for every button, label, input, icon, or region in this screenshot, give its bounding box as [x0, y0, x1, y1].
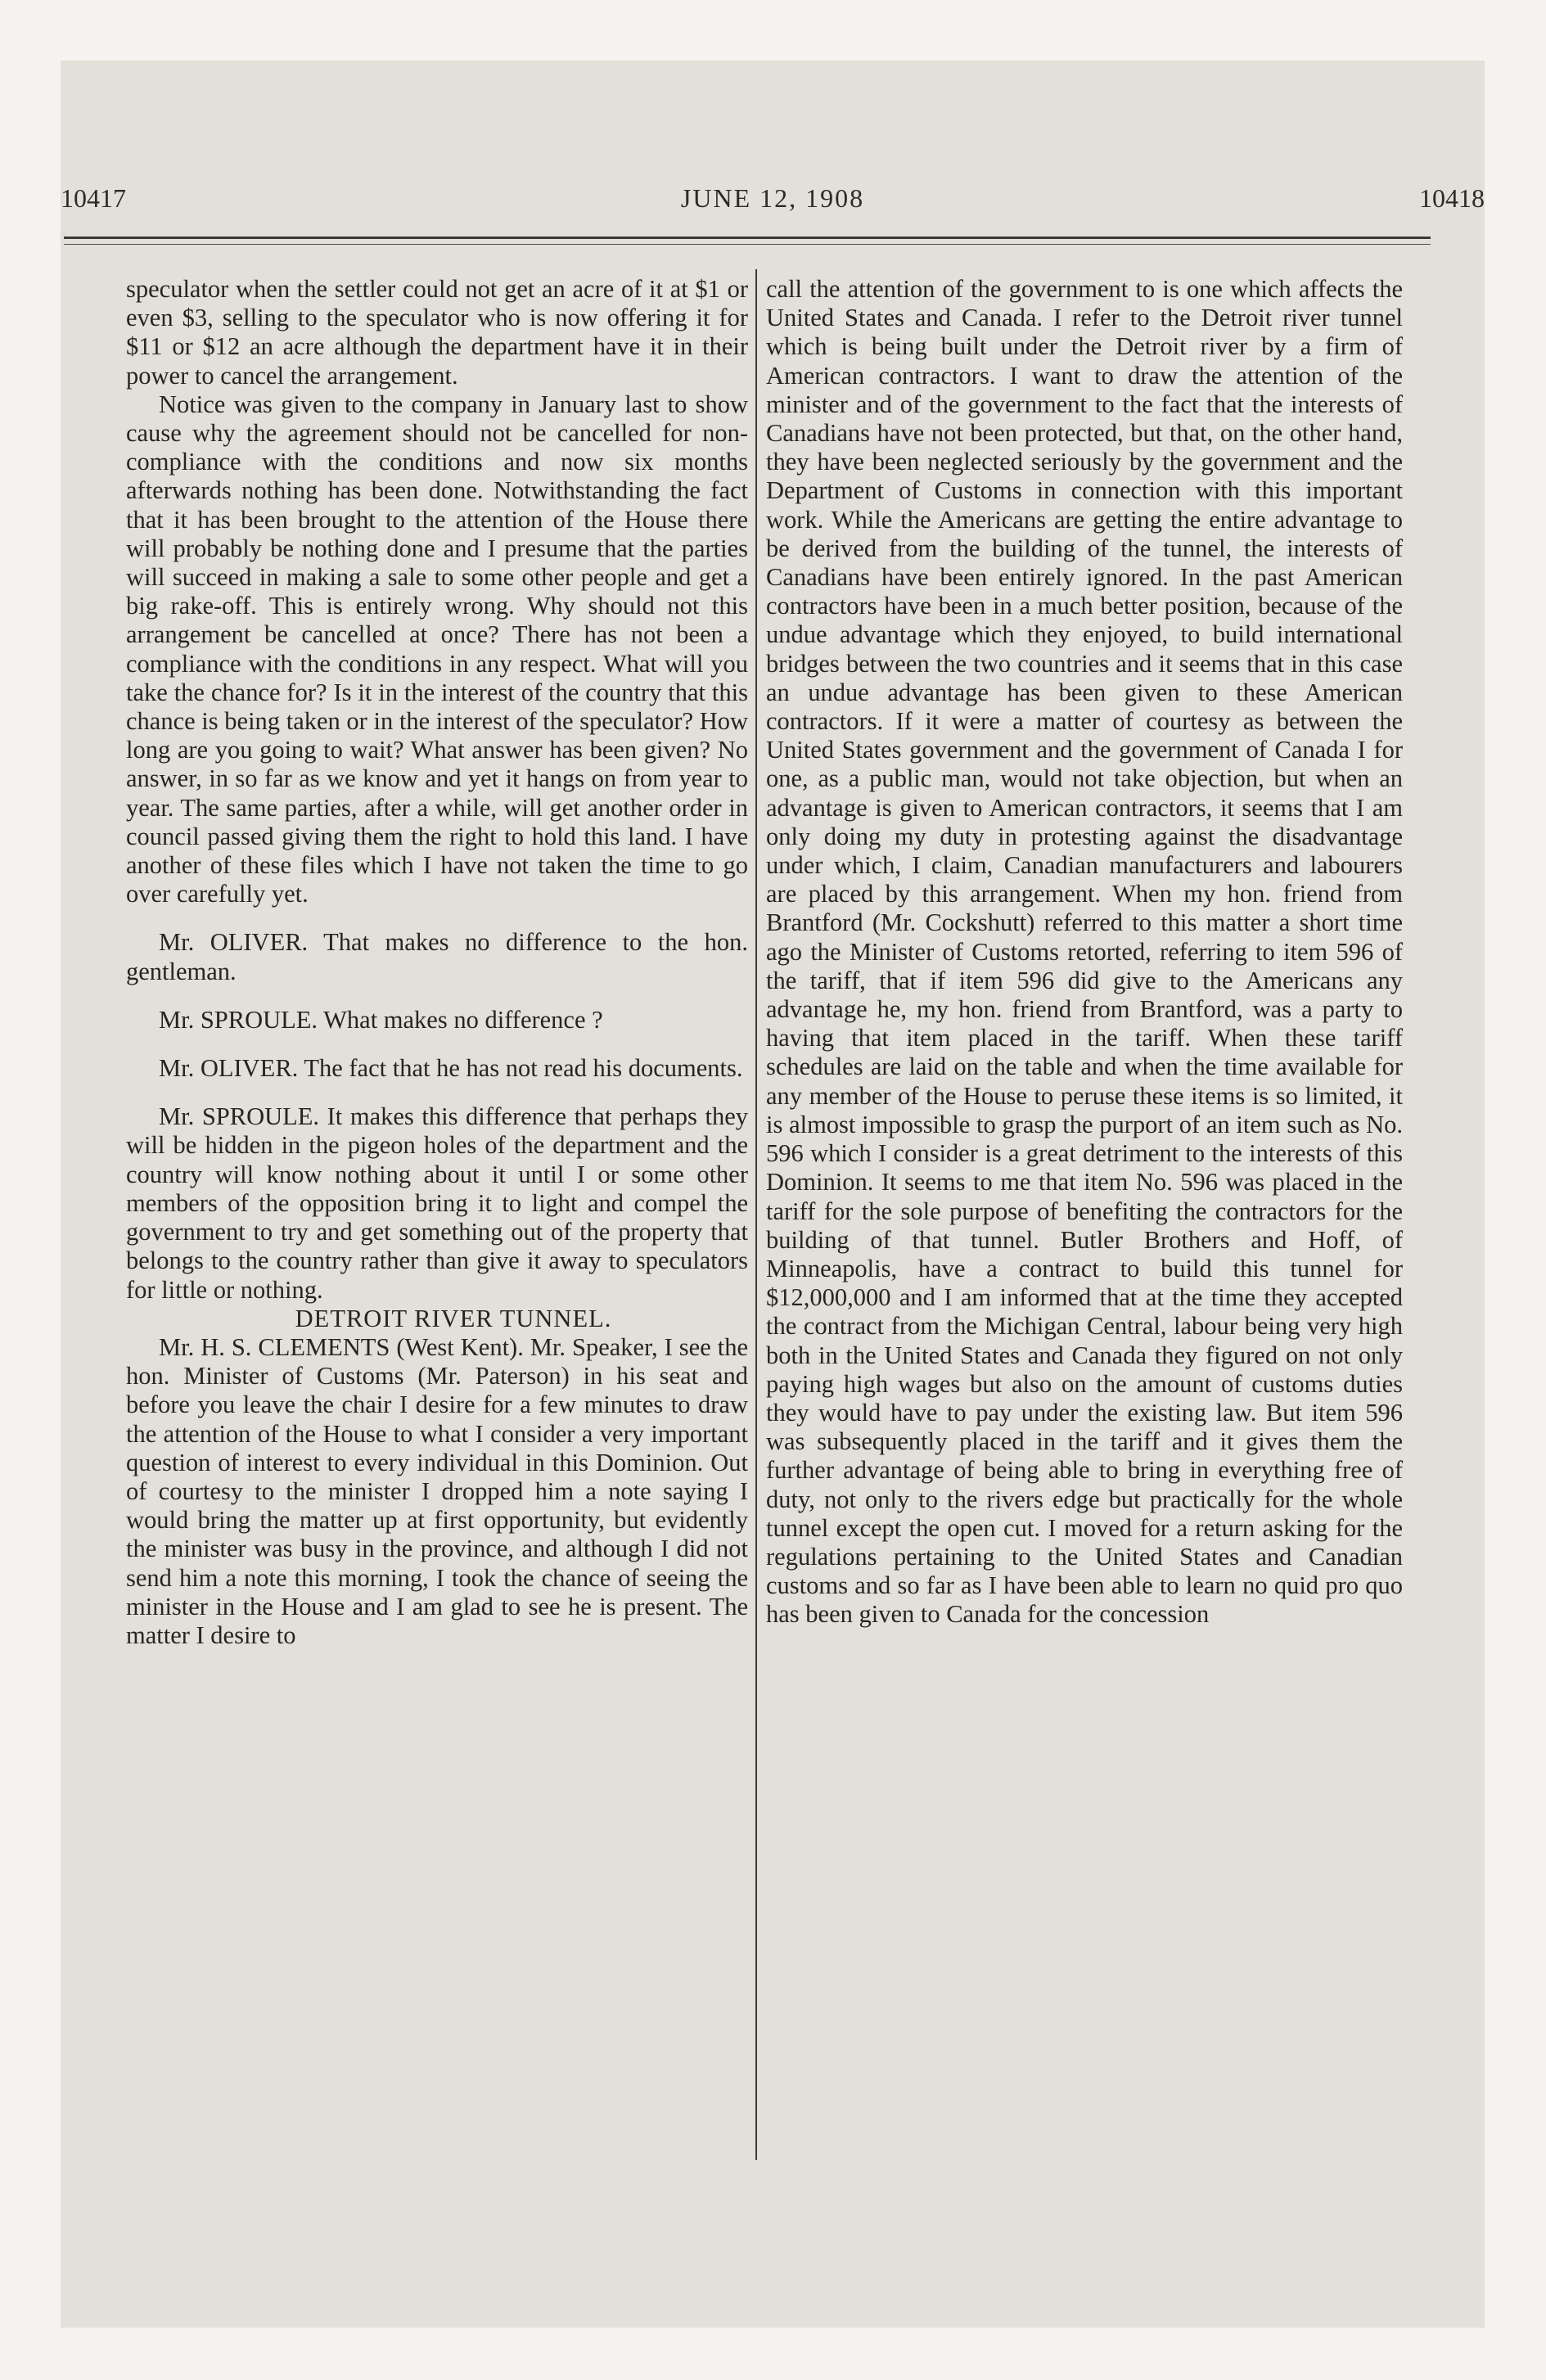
column-divider	[755, 269, 757, 2160]
left-column	[126, 275, 748, 1650]
scanned-page	[61, 61, 1485, 2328]
header-rule-thick	[64, 237, 1431, 239]
right-column	[766, 275, 1403, 1629]
header-rule-thin	[64, 244, 1431, 245]
paragraph: speculator when the settler could not get an acre of it at $1 or even $3, selling to the speculator who is now offering it for $11 or $12 an acre although the department have it in their power to cancel the arrangement.	[126, 275, 748, 390]
left-page-number: 10417	[61, 183, 126, 213]
page-header	[61, 183, 1485, 232]
speech-sproule: Mr. SPROULE. It makes this difference that perhaps they will be hidden in the pigeon holes of the department and the country will know nothing about it until I or some other members of the opposition bring it to light and compel the government to try and get something out of the property that belongs to the country rather than give it away to speculators for little or nothing.	[126, 1102, 748, 1304]
section-heading: DETROIT RIVER TUNNEL.	[295, 1304, 612, 1332]
speech-sproule: Mr. SPROULE. What makes no difference ?	[159, 1005, 603, 1034]
header-date: JUNE 12, 1908	[680, 183, 865, 213]
speech-oliver: Mr. OLIVER. That makes no difference to the hon. gentleman.	[126, 928, 748, 985]
speech-oliver: Mr. OLIVER. The fact that he has not read his documents.	[159, 1054, 743, 1083]
paragraph: Notice was given to the company in January last to show cause why the agreement should not be cancelled for non-compliance with the conditions and now six months afterwards nothing has been done. Notwithstanding the fact that it has been brought to the attention of the House there will probably be nothing done and I presume that the parties will succeed in making a sale to some other people and get a big rake-off. This is entirely wrong. Why should not this arrangement be cancelled at once? There has not been a compliance with the conditions in any respect. What will you take the chance for? Is it in the interest of the country that this chance is being taken or in the interest of the speculator? How long are you going to wait? What answer has been given? No answer, in so far as we know and yet it hangs on from year to year. The same parties, after a while, will get another order in council passed giving them the right to hold this land. I have another of these files which I have not taken the time to go over carefully yet.	[126, 390, 748, 908]
paragraph: call the attention of the government to is one which affects the United States and Canada. I refer to the Detroit river tunnel which is being built under the Detroit river by a firm of American contractors. I want to draw the attention of the minister and of the government to the fact that the interests of Canadians have not been protected, but that, on the other hand, they have been neglected seriously by the government and the Department of Customs in connection with this important work. While the Americans are getting the entire advantage to be derived from the building of the tunnel, the interests of Canadians have been entirely ignored. In the past American contractors have been in a much better position, because of the undue advantage which they enjoyed, to build international bridges between the two countries and it seems that in this case an undue advantage has been given to these American contractors. If it were a matter of courtesy as between the United States government and the government of Canada I for one, as a public man, would not take objection, but when an advantage is given to American contractors, it seems that I am only doing my duty in protesting against the disadvantage under which, I claim, Canadian manufacturers and labourers are placed by this arrangement. When my hon. friend from Brantford (Mr. Cockshutt) referred to this matter a short time ago the Minister of Customs retorted, referring to item 596 of the tariff, that if item 596 did give to the Americans any advantage he, my hon. friend from Brantford, was a party to having that item placed in the tariff. When these tariff schedules are laid on the table and when the time available for any member of the House to peruse these items is so limited, it is almost impossible to grasp the purport of an item such as No. 596 which I consider is a great detriment to the interests of this Dominion. It seems to me that item No. 596 was placed in the tariff for the sole purpose of benefiting the contractors for the building of that tunnel. Butler Brothers and Hoff, of Minneapolis, have a contract to build this tunnel for $12,000,000 and I am informed that at the time they accepted the contract from the Michigan Central, labour being very high both in the United States and Canada they figured on not only paying high wages but also on the amount of customs duties they would have to pay under the existing law. But item 596 was subsequently placed in the tariff and it gives them the further advantage of being able to bring in everything free of duty, not only to the rivers edge but practically for the whole tunnel except the open cut. I moved for a return asking for the regulations pertaining to the United States and Canadian customs and so far as I have been able to learn no quid pro quo has been given to Canada for the concession	[766, 275, 1403, 1629]
right-page-number: 10418	[1419, 183, 1485, 213]
speech-clements: Mr. H. S. CLEMENTS (West Kent). Mr. Speaker, I see the hon. Minister of Customs (Mr. Paterson) in his seat and before you leave the chair I desire for a few minutes to draw the attention of the House to what I consider a very important question of interest to every individual in this Dominion. Out of courtesy to the minister I dropped him a note saying I would bring the matter up at first opportunity, but evidently the minister was busy in the province, and although I did not send him a note this morning, I took the chance of seeing the minister in the House and I am glad to see he is present. The matter I desire to	[126, 1332, 748, 1649]
